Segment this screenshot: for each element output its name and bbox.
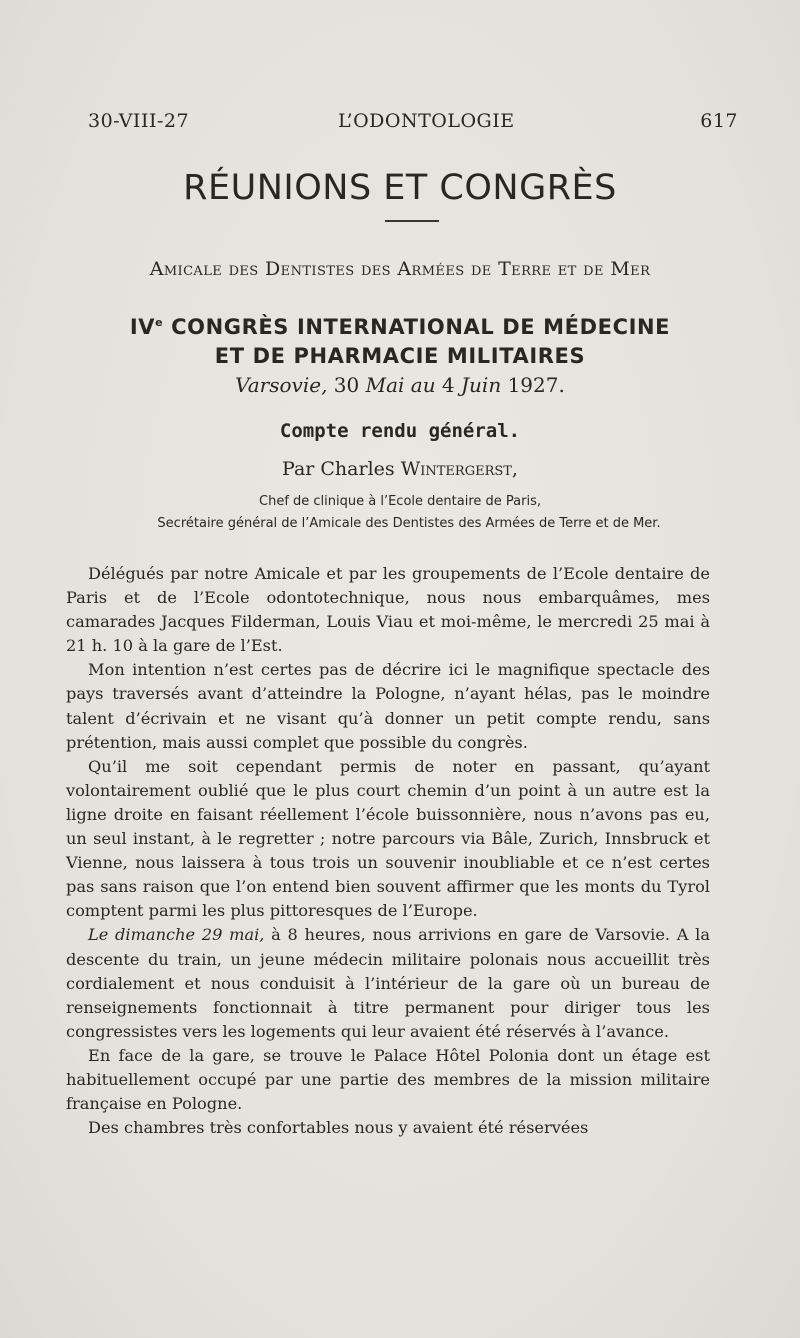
journal-name: L’ODONTOLOGIE [338, 110, 515, 132]
place-and-date: Varsovie, 30 Mai au 4 Juin 1927. [235, 373, 565, 397]
running-header [88, 110, 738, 140]
issue-date: 30-VIII-27 [88, 110, 190, 132]
title-divider [385, 220, 439, 222]
affiliation-line-1: Chef de clinique à l’Ecole dentaire de Paris, [259, 494, 541, 509]
congress-title-line-2: ET DE PHARMACIE MILITAIRES [214, 344, 586, 368]
article-body [66, 562, 710, 1140]
congress-title [0, 308, 800, 371]
author-name: Wintergerst, [400, 458, 518, 480]
organization-heading: Amicale des Dentistes des Armées de Terre et de Mer [149, 258, 651, 280]
paragraph: Le dimanche 29 mai, à 8 heures, nous arrivions en gare de Varsovie. A la descente du train, un jeune médecin militaire polonais nous accueillit très cordialement et nous conduisit à l’intérieur de la gare où un bureau de renseignements fonctionnait à titre permanent pour diriger tous les congressistes vers les logements qui leur avaient été réservés à l’avance. [66, 925, 710, 1041]
affiliation-line-2: Secrétaire général de l’Amicale des Dentistes des Armées de Terre et de Mer. [157, 516, 661, 531]
paragraph: En face de la gare, se trouve le Palace Hôtel Polonia dont un étage est habituellement occupé par une partie des membres de la mission militaire française en Pologne. [66, 1045, 710, 1114]
paragraph: Qu’il me soit cependant permis de noter en passant, qu’ayant volontairement oublié que le plus court chemin d’un point à un autre est la ligne droite en faisant réellement l’école buissonnière, nous n’avons pas eu, un seul instant, à le regretter ; notre parcours via Bâle, Zurich, Innsbruck et Vienne, nous laissera à tous trois un souvenir inoubliable et ce n’est certes pas sans raison que l’on entend bien souvent affirmer que les monts du Tyrol comptent parmi les plus pittoresques de l’Europe. [66, 756, 710, 921]
author-line: Par Charles Wintergerst, [282, 458, 518, 480]
report-title: Compte rendu général. [279, 420, 521, 442]
paragraph: Mon intention n’est certes pas de décrire ici le magnifique spectacle des pays traversés avant d’atteindre la Pologne, n’ayant hélas, pas le moindre talent d’écrivain et ne visant qu’à donner un petit compte rendu, sans prétention, mais aussi complet que possible du congrès. [66, 660, 710, 752]
congress-title-line-1: IVe CONGRÈS INTERNATIONAL DE MÉDECINE [129, 315, 671, 339]
page-number: 617 [700, 110, 738, 132]
paragraph: Des chambres très confortables nous y avaient été réservées [88, 1118, 589, 1138]
section-title: RÉUNIONS ET CONGRÈS [183, 168, 617, 208]
paragraph: Délégués par notre Amicale et par les groupements de l’Ecole dentaire de Paris et de l’Ecole odontotechnique, nous nous embarquâmes, mes camarades Jacques Filderman, Louis Viau et moi-même, le mercredi 25 mai à 21 h. 10 à la gare de l’Est. [66, 564, 710, 656]
